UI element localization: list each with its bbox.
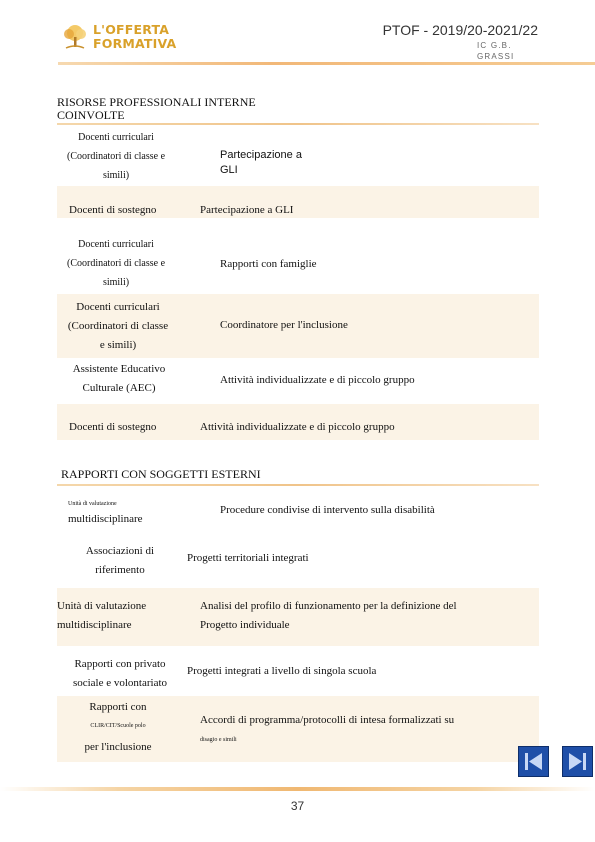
table-row: [57, 126, 539, 184]
row-right: [220, 148, 302, 178]
left-line: riferimento: [95, 564, 145, 576]
row-right: [200, 711, 454, 744]
row-right: [200, 597, 457, 635]
table-row: [57, 360, 539, 402]
left-line: multidisciplinare: [68, 513, 143, 525]
logo-line1: L'OFFERTA: [93, 22, 170, 37]
right-line: Progetti integrati a livello di singola scuola: [187, 665, 377, 677]
left-line: sociale e volontariato: [72, 677, 168, 689]
left-line: simili): [102, 277, 130, 288]
next-page-button[interactable]: [562, 746, 593, 777]
row-right: [200, 418, 395, 437]
left-line: Docenti curriculari: [78, 239, 154, 250]
table-row: [57, 235, 539, 293]
footer-divider: [0, 787, 595, 791]
table-row: [57, 490, 539, 534]
right-line: Coordinatore per l'inclusione: [220, 319, 348, 331]
row-left: [68, 500, 143, 529]
left-line: Culturale (AEC): [82, 382, 156, 394]
row-right: [220, 501, 435, 520]
row-left: [57, 698, 179, 757]
left-line: (Coordinatori di classe: [67, 320, 169, 332]
table-row: [57, 294, 539, 358]
row-left: [57, 128, 175, 185]
left-line: Unità di valutazione: [57, 600, 147, 612]
left-line: (Coordinatori di classe e: [66, 151, 166, 162]
left-line: multidisciplinare: [57, 619, 132, 631]
section-rule: [57, 484, 539, 486]
right-line: disagio e simili: [200, 737, 237, 743]
right-line: Rapporti con famiglie: [220, 258, 317, 270]
school-line1: IC G.B.: [477, 41, 512, 50]
table-row: [57, 540, 539, 584]
left-line: (Coordinatori di classe e: [66, 258, 166, 269]
right-line: Partecipazione a GLI: [200, 204, 294, 216]
row-right: [187, 662, 376, 681]
row-right: [200, 201, 293, 220]
left-line: Docenti di sostegno: [69, 421, 157, 433]
table-row: [57, 404, 539, 440]
row-right: [220, 316, 348, 335]
section-title-line1: RISORSE PROFESSIONALI INTERNE: [57, 95, 256, 109]
prev-page-button[interactable]: [518, 746, 549, 777]
school-line2: GRASSI: [477, 52, 515, 61]
right-line: GLI: [220, 164, 238, 176]
left-line: Associazioni di: [85, 545, 155, 557]
page-number: 37: [290, 799, 305, 813]
left-line: simili): [102, 170, 130, 181]
row-right: [220, 371, 415, 390]
left-line: Assistente Educativo: [72, 363, 166, 375]
right-line: Procedure condivise di intervento sulla disabilità: [220, 504, 435, 516]
right-line: Partecipazione a: [220, 149, 302, 161]
ptof-title: PTOF - 2019/20-2021/22: [382, 22, 538, 38]
right-line: Analisi del profilo di funzionamento per la definizione del: [200, 600, 457, 612]
left-line: Rapporti con: [89, 701, 147, 713]
left-line: Docenti curriculari: [76, 301, 160, 313]
logo-icon: [60, 24, 90, 50]
right-line: Progetti territoriali integrati: [187, 552, 309, 564]
table-row: [57, 186, 539, 218]
school-name: [477, 40, 514, 62]
row-left: [57, 655, 183, 693]
left-line: Unità di valutazione: [68, 501, 117, 507]
row-left: [57, 542, 183, 580]
left-line: Docenti di sostegno: [69, 204, 157, 216]
table-row: [57, 654, 539, 694]
left-line: Rapporti con privato: [74, 658, 166, 670]
row-left: [57, 298, 179, 355]
left-line: per l'inclusione: [84, 741, 152, 753]
right-line: Accordi di programma/protocolli di intesa formalizzati su: [200, 714, 455, 726]
next-arrow-icon: [563, 747, 592, 776]
logo-text: [93, 23, 176, 51]
left-line: Docenti curriculari: [78, 132, 154, 143]
row-right: [220, 255, 317, 274]
section-title-internal: [57, 96, 256, 122]
logo-line2: FORMATIVA: [93, 36, 177, 51]
section-title-external: RAPPORTI CON SOGGETTI ESTERNI: [61, 467, 261, 481]
row-left: [57, 360, 181, 398]
row-right: [187, 549, 309, 568]
right-line: Progetto individuale: [200, 619, 290, 631]
section-rule: [57, 123, 539, 125]
prev-arrow-icon: [519, 747, 548, 776]
header-divider: [58, 62, 595, 65]
row-left: [57, 597, 146, 635]
row-left: [57, 235, 175, 292]
left-line: CLIR/CIT/Scuole polo: [90, 723, 146, 729]
right-line: Attività individualizzate e di piccolo gruppo: [220, 374, 415, 386]
table-row: [57, 696, 539, 762]
left-line: e simili): [99, 339, 137, 351]
section-title-line2: COINVOLTE: [57, 108, 125, 122]
right-line: Attività individualizzate e di piccolo gruppo: [200, 421, 395, 433]
row-left: [69, 418, 156, 437]
table-row: [57, 588, 539, 646]
row-left: [69, 201, 156, 220]
